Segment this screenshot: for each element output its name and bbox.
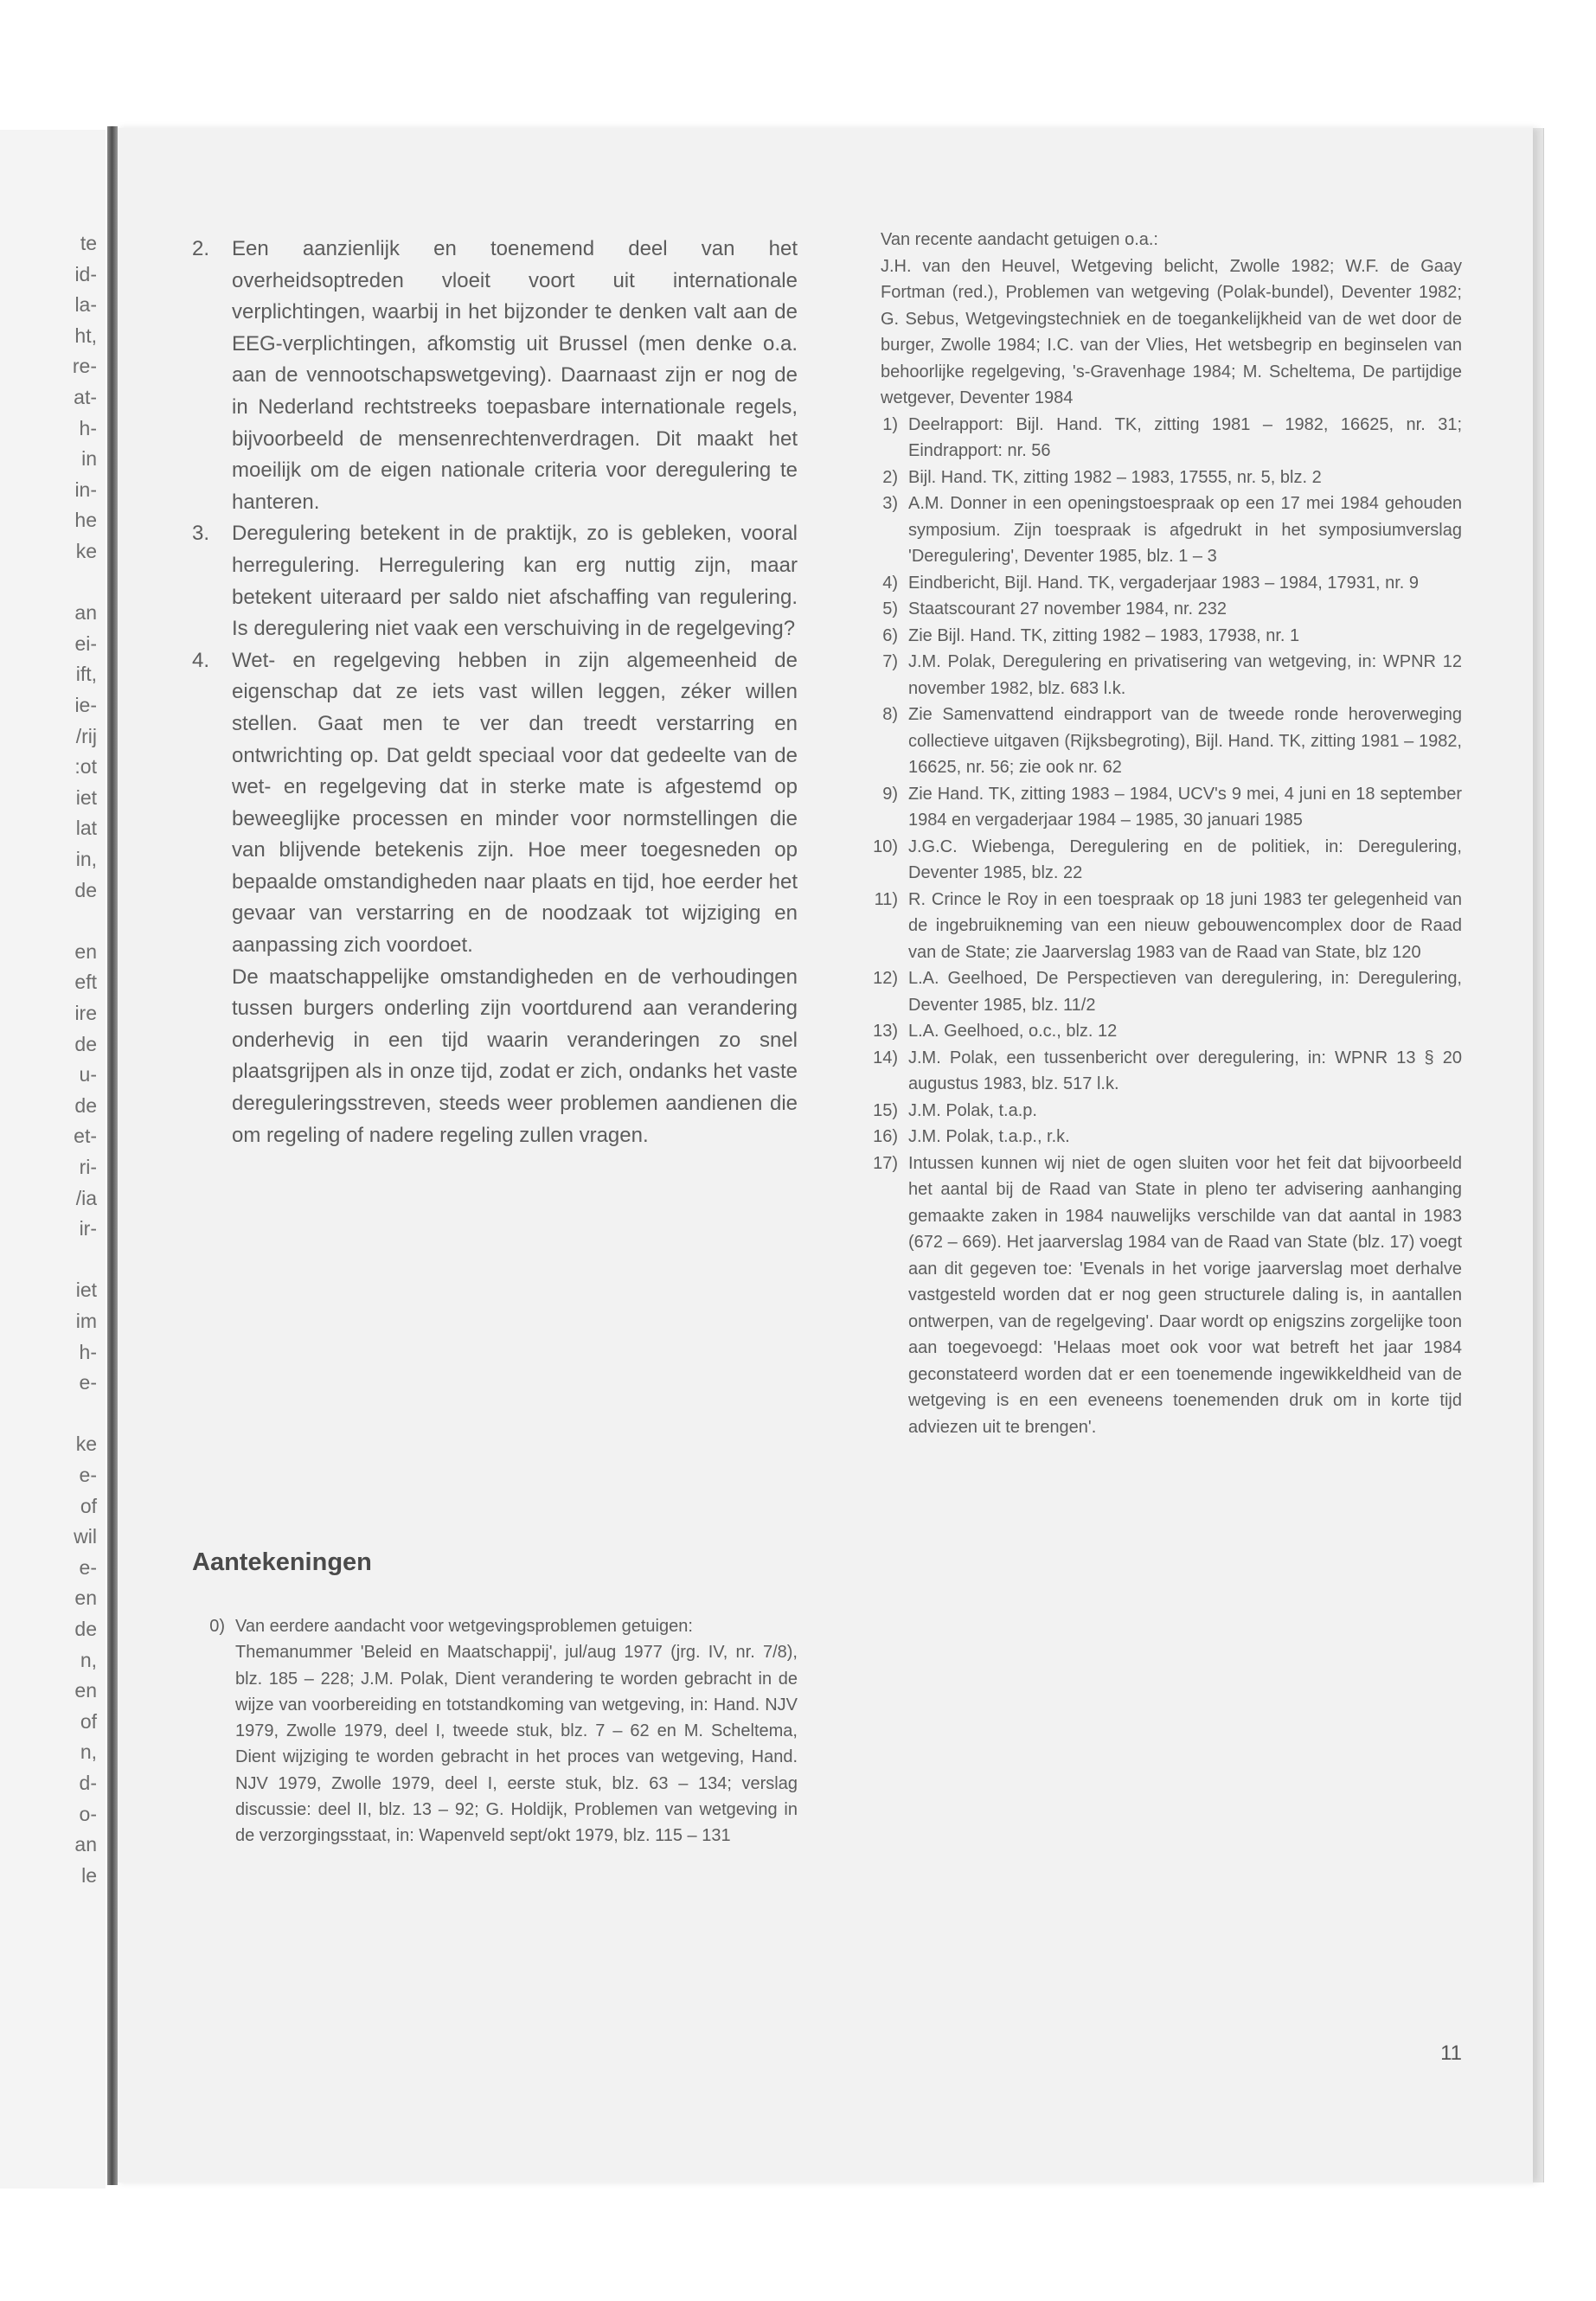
item-text: Deregulering betekent in de praktijk, zo is gebleken, vooral herregulering. Herregulering kan erg nuttig zijn, maar betekent uiteraard per saldo niet afschaffing van regulering. Is deregulering niet vaak een verschuiving in de regelgeving? xyxy=(232,522,798,641)
footnote xyxy=(865,887,1462,966)
previous-page-fragment: in- xyxy=(74,478,97,501)
footnote-number: 3) xyxy=(882,494,898,513)
previous-page-fragment: iet xyxy=(75,1279,97,1302)
page-fold-shadow xyxy=(107,126,118,2185)
footnote xyxy=(865,412,1462,465)
note-zero xyxy=(192,1613,798,1849)
previous-page-fragment: ke xyxy=(75,1433,97,1456)
previous-page-fragment: de xyxy=(74,1032,97,1055)
previous-page-fragment: he xyxy=(74,509,97,532)
previous-page-fragment: re- xyxy=(72,355,97,378)
item-text: Wet- en regelgeving hebben in zijn algemeenheid de eigenschap dat ze iets vast willen leggen, zéker willen stellen. Gaat men te ver dan treedt verstarring en ontwrichting op. Dat geldt speciaal voor dat gedeelte van de wet- en regelgeving dat in sterke mate is afgestemd op beweeglijke processen en minder voor normstellingen die van blijvende betekenis zijn. Hoe meer toegesneden op bepaalde omstandigheden naar plaats en tijd, hoe eerder het gevaar van verstarring en de noodzaak tot wijziging en aanpassing zich voordoet. xyxy=(232,648,798,958)
previous-page-fragment: le xyxy=(81,1863,97,1887)
footnote-number: 16) xyxy=(873,1127,898,1146)
previous-page-fragment: /rij xyxy=(75,724,97,747)
previous-page-fragment: wil xyxy=(74,1525,97,1548)
footnote xyxy=(865,702,1462,781)
footnote xyxy=(192,1613,798,1849)
footnote-text: Zie Bijl. Hand. TK, zitting 1982 – 1983, 17938, nr. 1 xyxy=(908,625,1300,645)
previous-page-fragment: te xyxy=(80,232,97,254)
footnote xyxy=(865,1098,1462,1125)
previous-page-fragment: in, xyxy=(75,848,97,870)
previous-page-fragment: ke xyxy=(75,540,97,562)
footnote-text: J.M. Polak, t.a.p. xyxy=(908,1100,1037,1120)
footnote xyxy=(865,1150,1462,1441)
previous-page-fragment: in xyxy=(81,447,97,471)
previous-page-edge xyxy=(0,130,106,2189)
previous-page-fragment: de xyxy=(74,1618,97,1640)
footnote-number: 0) xyxy=(209,1617,225,1636)
footnote-number: 7) xyxy=(882,652,898,671)
footnote xyxy=(865,834,1462,887)
previous-page-fragment: ie- xyxy=(74,694,97,716)
footnote-text: J.M. Polak, t.a.p., r.k. xyxy=(908,1127,1070,1146)
numbered-item xyxy=(192,518,798,644)
previous-page-fragment: la- xyxy=(74,293,97,317)
previous-page-fragment: :ot xyxy=(74,755,97,779)
footnote-number: 5) xyxy=(882,599,898,619)
footnote-number: 4) xyxy=(882,573,898,593)
footnote-text: Intussen kunnen wij niet de ogen sluiten voor het feit dat bijvoorbeeld het aantal bij de Raad van State in pleno ter advisering aanhanging gemaakte zaken in 1984 nauwelijks verschilde van dat aantal in 1983 (672 – 669). Het jaarverslag 1984 van de Raad van State (blz. 17) voegt aan dit gegeven toe: 'Evenals in het vorige jaarverslag moet derhalve vastgesteld worden dat er nog geen structurele daling is, in aantallen ontwerpen, van de regelgeving'. Daar wordt op enigszins zorgelijke toon aan toegevoegd: 'Helaas moet ook voor wat betreft het jaar 1984 geconstateerd worden dat er een toenemende ingewikkeldheid van de wetgeving is en een eveneens toenemenden druk om in korte tijd adviezen uit te brengen'. xyxy=(908,1153,1462,1437)
notes-heading: Aantekeningen xyxy=(192,1548,372,1576)
numbered-item xyxy=(192,645,798,962)
footnote xyxy=(865,649,1462,702)
footnote-number: 11) xyxy=(874,889,898,909)
previous-page-fragment: ir- xyxy=(79,1217,97,1240)
item-number: 2. xyxy=(192,237,210,260)
previous-page-fragment: at- xyxy=(74,386,97,408)
footnote xyxy=(865,1018,1462,1045)
footnote xyxy=(865,781,1462,834)
footnote-number: 15) xyxy=(873,1100,898,1120)
footnote xyxy=(865,490,1462,570)
numbered-item xyxy=(192,234,798,518)
previous-page-fragment: im xyxy=(75,1310,97,1332)
previous-page-fragment: en xyxy=(74,1679,97,1702)
previous-page-fragment: ire xyxy=(74,1002,97,1024)
footnote-number: 2) xyxy=(882,467,898,487)
footnote-text: L.A. Geelhoed, o.c., blz. 12 xyxy=(908,1022,1118,1041)
previous-page-fragment: e- xyxy=(79,1464,97,1486)
footnote-number: 17) xyxy=(873,1153,898,1173)
previous-page-fragment: u- xyxy=(79,1063,97,1086)
footnote xyxy=(865,465,1462,491)
footnote xyxy=(865,965,1462,1018)
previous-page-fragment: ht, xyxy=(74,324,97,347)
footnote xyxy=(865,596,1462,623)
previous-page-fragment: n, xyxy=(80,1648,97,1671)
previous-page-fragment: ri- xyxy=(79,1156,97,1178)
footnote-number: 6) xyxy=(882,625,898,645)
footnote-text: Deelrapport: Bijl. Hand. TK, zitting 1981 – 1982, 16625, nr. 31; Eindrapport: nr. 56 xyxy=(908,414,1462,460)
previous-page-fragment: de xyxy=(74,878,97,901)
footnote-number: 10) xyxy=(873,836,898,856)
item-number: 4. xyxy=(192,648,210,672)
footnote xyxy=(865,1045,1462,1098)
footnote xyxy=(865,570,1462,597)
previous-page-fragment: an xyxy=(74,1833,97,1856)
previous-page-fragment: an xyxy=(74,601,97,625)
previous-page-fragment: e- xyxy=(79,1555,97,1579)
note-body: Themanummer 'Beleid en Maatschappij', jul/aug 1977 (jrg. IV, nr. 7/8), blz. 185 – 228; J.M. Polak, Dient verandering te worden gebracht in de wijze van voorbereiding en totstandkoming van wetgeving, in: Hand. NJV 1979, Zwolle 1979, deel I, tweede stuk, blz. 7 – 62 en M. Scheltema, Dient wijziging te worden gebracht in het proces van wetgeving, Hand. NJV 1979, Zwolle 1979, deel I, eerste stuk, blz. 63 – 134; verslag discussie: deel II, blz. 13 – 92; G. Holdijk, Problemen van wetgeving in de verzorgingsstaat, in: Wapenveld sept/okt 1979, blz. 115 – 131 xyxy=(235,1643,798,1846)
previous-page-fragment: iet xyxy=(75,785,97,809)
previous-page-fragment: ift, xyxy=(75,663,97,686)
footnote-text: Zie Samenvattend eindrapport van de tweede ronde heroverweging collectieve uitgaven (Rijksbegroting), Bijl. Hand. TK, zitting 1981 – 1982, 16625, nr. 56; zie ook nr. 62 xyxy=(908,705,1462,777)
previous-page-fragment: en xyxy=(74,1586,97,1610)
footnote-text: J.M. Polak, Deregulering en privatisering van wetgeving, in: WPNR 12 november 1982, blz. 683 l.k. xyxy=(908,652,1462,698)
footnote xyxy=(865,1124,1462,1150)
footnote-number: 12) xyxy=(873,969,898,988)
previous-page-fragment: ei- xyxy=(74,631,97,655)
previous-page-fragment: /ia xyxy=(75,1186,97,1209)
footnote xyxy=(865,623,1462,650)
recent-intro-body: J.H. van den Heuvel, Wetgeving belicht, Zwolle 1982; W.F. de Gaay Fortman (red.), Problemen van wetgeving (Polak-bundel), Deventer 1982; G. Sebus, Wetgevingstechniek en de toegankelijkheid van de wet door de burger, Zwolle 1984; I.C. van der Vlies, Het wetsbegrip en beginselen van behoorlijke regelgeving, 's-Gravenhage 1984; M. Scheltema, De partijdige wetgever, Deventer 1984 xyxy=(881,256,1462,407)
footnote-text: A.M. Donner in een openingstoespraak op een 17 mei 1984 gehouden symposium. Zijn toespraak is afgedrukt in het symposiumverslag 'Deregulering', Deventer 1985, blz. 1 – 3 xyxy=(908,494,1462,566)
previous-page-fragment: of xyxy=(80,1494,97,1517)
previous-page-fragment: eft xyxy=(74,971,97,994)
page-number: 11 xyxy=(1440,2041,1462,2065)
previous-page-fragment: lat xyxy=(75,817,97,840)
previous-page-fragment: d- xyxy=(79,1772,97,1794)
recent-attention-block xyxy=(865,227,1462,412)
right-text-column xyxy=(865,227,1462,1440)
closing-paragraph: De maatschappelijke omstandigheden en de verhoudingen tussen burgers onderling zijn voortdurend aan verandering onderhevig in een tijd waarin veranderingen zo snel plaatsgrijpen als in onze tijd, zodat er zich, ondanks het vaste dereguleringsstreven, steeds weer problemen aandienen die om regeling of nadere regeling zullen vragen. xyxy=(232,965,798,1147)
recent-intro-line: Van recente aandacht getuigen o.a.: xyxy=(881,230,1158,249)
previous-page-fragment: h- xyxy=(79,1340,97,1363)
footnote-text: Staatscourant 27 november 1984, nr. 232 xyxy=(908,599,1227,619)
footnote-text: L.A. Geelhoed, De Perspectieven van deregulering, in: Deregulering, Deventer 1985, blz. 11/2 xyxy=(908,969,1462,1015)
previous-page-fragment: en xyxy=(74,939,97,963)
footnote-number: 14) xyxy=(873,1048,898,1067)
footnote-text: Eindbericht, Bijl. Hand. TK, vergaderjaar 1983 – 1984, 17931, nr. 9 xyxy=(908,573,1420,593)
previous-page-fragment: de xyxy=(74,1093,97,1117)
footnote-text: Zie Hand. TK, zitting 1983 – 1984, UCV's 9 mei, 4 juni en 18 september 1984 en vergaderjaar 1984 – 1985, 30 januari 1985 xyxy=(908,784,1462,830)
note-intro: Van eerdere aandacht voor wetgevingsproblemen getuigen: xyxy=(235,1617,693,1636)
footnote-number: 9) xyxy=(882,784,898,804)
previous-page-fragment: o- xyxy=(79,1802,97,1825)
previous-page-fragment: et- xyxy=(74,1125,97,1148)
footnote-list xyxy=(865,412,1462,1441)
item-text: Een aanzienlijk en toenemend deel van het overheidsoptreden vloeit voort uit internationale verplichtingen, waarbij in het bijzonder te denken valt aan de EEG-verplichtingen, afkomstig uit Brussel (men denke o.a. aan de vennootschapswetgeving). Daarnaast zijn er nog de in Nederland rechtstreeks toepasbare internationale regels, bijvoorbeeld de mensenrechtenverdragen. Dit maakt het moeilijk om de eigen nationale criteria voor deregulering te hanteren. xyxy=(232,237,798,514)
left-text-column xyxy=(192,234,798,1151)
previous-page-fragment: e- xyxy=(79,1371,97,1394)
item-number: 3. xyxy=(192,522,210,546)
previous-page-fragment: id- xyxy=(74,262,97,285)
footnote-number: 1) xyxy=(882,414,898,434)
footnote-text: R. Crince le Roy in een toespraak op 18 juni 1983 ter gelegenheid van de ingebruikneming van een nieuw gebouwencomplex door de Raad van de State; zie Jaarverslag 1983 van de Raad van State, blz 120 xyxy=(908,889,1462,962)
footnote-number: 8) xyxy=(882,705,898,724)
footnote-text: J.M. Polak, een tussenbericht over deregulering, in: WPNR 13 § 20 augustus 1983, blz. 517 l.k. xyxy=(908,1048,1462,1093)
footnote-text: Bijl. Hand. TK, zitting 1982 – 1983, 17555, nr. 5, blz. 2 xyxy=(908,467,1322,487)
footnote-number: 13) xyxy=(873,1022,898,1041)
footnote-text: J.G.C. Wiebenga, Deregulering en de politiek, in: Deregulering, Deventer 1985, blz. 22 xyxy=(908,836,1462,882)
previous-page-fragment: n, xyxy=(80,1740,97,1764)
previous-page-fragment: of xyxy=(80,1709,97,1733)
previous-page-fragment: h- xyxy=(79,416,97,439)
